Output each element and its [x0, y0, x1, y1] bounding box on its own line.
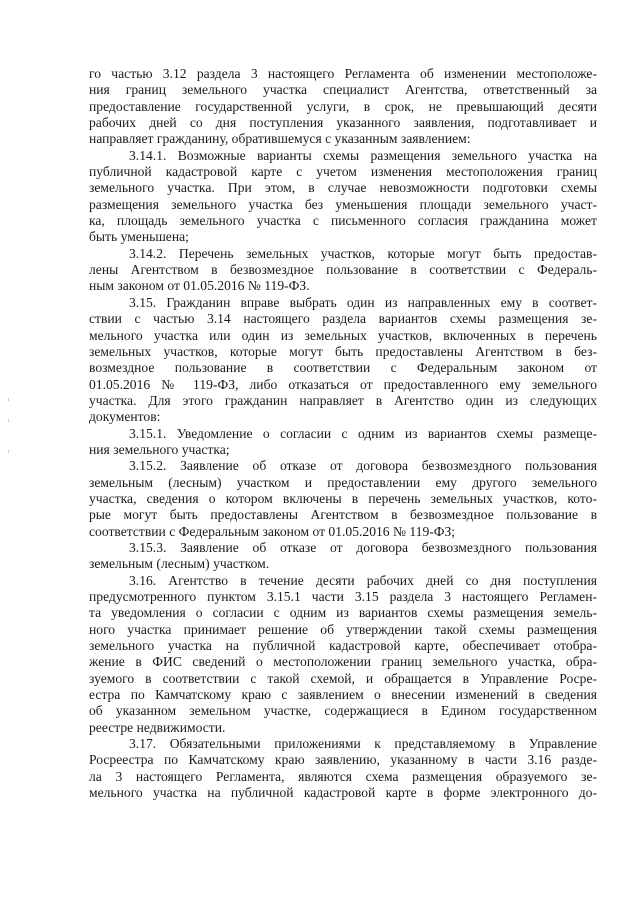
text-line: предусмотренного пунктом 3.15.1 части 3.15 раздела 3 настоящего Регламен- [89, 589, 597, 604]
text-line: 3.15.1. Уведомление о согласии с одним из вариантов схемы размеще- [129, 425, 597, 441]
text-line: земельным (лесным) участком. [89, 556, 270, 572]
text-line: мельного участка на публичной кадастровой карте в форме электронного до- [89, 785, 597, 801]
text-line: земельным (лесным) участком и предоставлении ему другого земельного [89, 474, 597, 490]
text-line: 3.14.1. Возможные варианты схемы размещения земельного участка на [129, 147, 597, 163]
scan-mark [8, 450, 9, 453]
text-line: 3.16. Агентство в течение десяти рабочих дней со дня поступления [129, 572, 597, 588]
text-line: предоставление государственной услуги, в срок, не превышающий десяти [89, 98, 597, 114]
text-line: земельного участка на публичной кадастровой карте, обеспечивает отобра- [89, 638, 597, 654]
text-line: ным законом от 01.05.2016 № 119-ФЗ. [89, 278, 310, 294]
text-line: направляет гражданину, обратившемуся с указанным заявлением: [89, 131, 471, 147]
text-line: ка, площадь земельного участка с письменного согласия гражданина может [89, 213, 597, 229]
text-line: возмездное пользование в соответствии с Федеральным законом от [89, 360, 597, 376]
text-line: 3.15. Гражданин вправе выбрать один из направленных ему в соответ- [129, 294, 597, 310]
text-line: быть уменьшена; [89, 229, 189, 245]
text-line: ствии с частью 3.14 настоящего раздела вариантов схемы размещения зе- [89, 311, 597, 327]
text-line: земельных участков, которые могут быть предоставлены Агентством в без- [89, 343, 597, 359]
text-line: лены Агентством в безвозмездное пользование в соответствии с Федераль- [89, 262, 597, 278]
text-line: публичной кадастровой карте с учетом изменения местоположения границ [89, 164, 597, 180]
text-line: реестре недвижимости. [89, 719, 226, 735]
text-line: рабочих дней со дня поступления указанного заявления, подготавливает и [89, 115, 597, 131]
text-line: 3.14.2. Перечень земельных участков, которые могут быть предостав- [129, 245, 597, 261]
text-line: ного участка принимает решение об утверждении такой схемы размещения [89, 621, 597, 637]
text-line: земельного участка. При этом, в случае невозможности подготовки схемы [89, 180, 597, 196]
text-line: мельного участка или один из земельных участков, включенных в перечень [89, 327, 597, 343]
text-line: Росреестра по Камчатскому краю заявлению, указанному в части 3.16 разде- [89, 752, 597, 768]
scan-mark [8, 419, 9, 422]
text-line: 3.15.3. Заявление об отказе от договора безвозмездного пользования [129, 539, 597, 555]
text-line: 01.05.2016 № 119-ФЗ, либо отказаться от предоставленного ему земельного [89, 376, 597, 392]
text-line: ния границ земельного участка специалист Агентства, ответственный за [89, 82, 597, 98]
text-line: размещения земельного участка без уменьшения площади земельного участ- [89, 196, 597, 212]
text-line: 3.17. Обязательными приложениями к представляемому в Управление [129, 736, 597, 752]
text-line: ния земельного участка; [89, 441, 230, 457]
document-page [89, 66, 597, 801]
text-line: участка, сведения о котором включены в перечень земельных участков, кото- [89, 490, 597, 506]
text-line: зуемого в соответствии с такой схемой, и обращается в Управление Росре- [89, 670, 597, 686]
text-line: рые могут быть предоставлены Агентством в безвозмездное пользование в [89, 507, 597, 523]
text-line: го частью 3.12 раздела 3 настоящего Регламента об изменении местоположе- [89, 66, 597, 81]
text-line: документов: [89, 409, 161, 425]
text-line: 3.15.2. Заявление об отказе от договора безвозмездного пользования [129, 458, 597, 474]
text-line: та уведомления о согласии с одним из вариантов схемы размещения земель- [89, 605, 597, 621]
text-line: ла 3 настоящего Регламента, являются схема размещения образуемого зе- [89, 768, 597, 784]
text-line: жение в ФИС сведений о местоположении границ земельного участка, обра- [89, 654, 597, 670]
text-line: участка. Для этого гражданин направляет в Агентство один из следующих [89, 392, 597, 408]
scan-mark [8, 398, 9, 401]
text-line: об указанном земельном участке, содержащиеся в Едином государственном [89, 703, 597, 719]
text-line: естра по Камчатскому краю с заявлением о внесении изменений в сведения [89, 687, 597, 703]
text-line: соответствии с Федеральным законом от 01.05.2016 № 119-ФЗ; [89, 523, 456, 539]
